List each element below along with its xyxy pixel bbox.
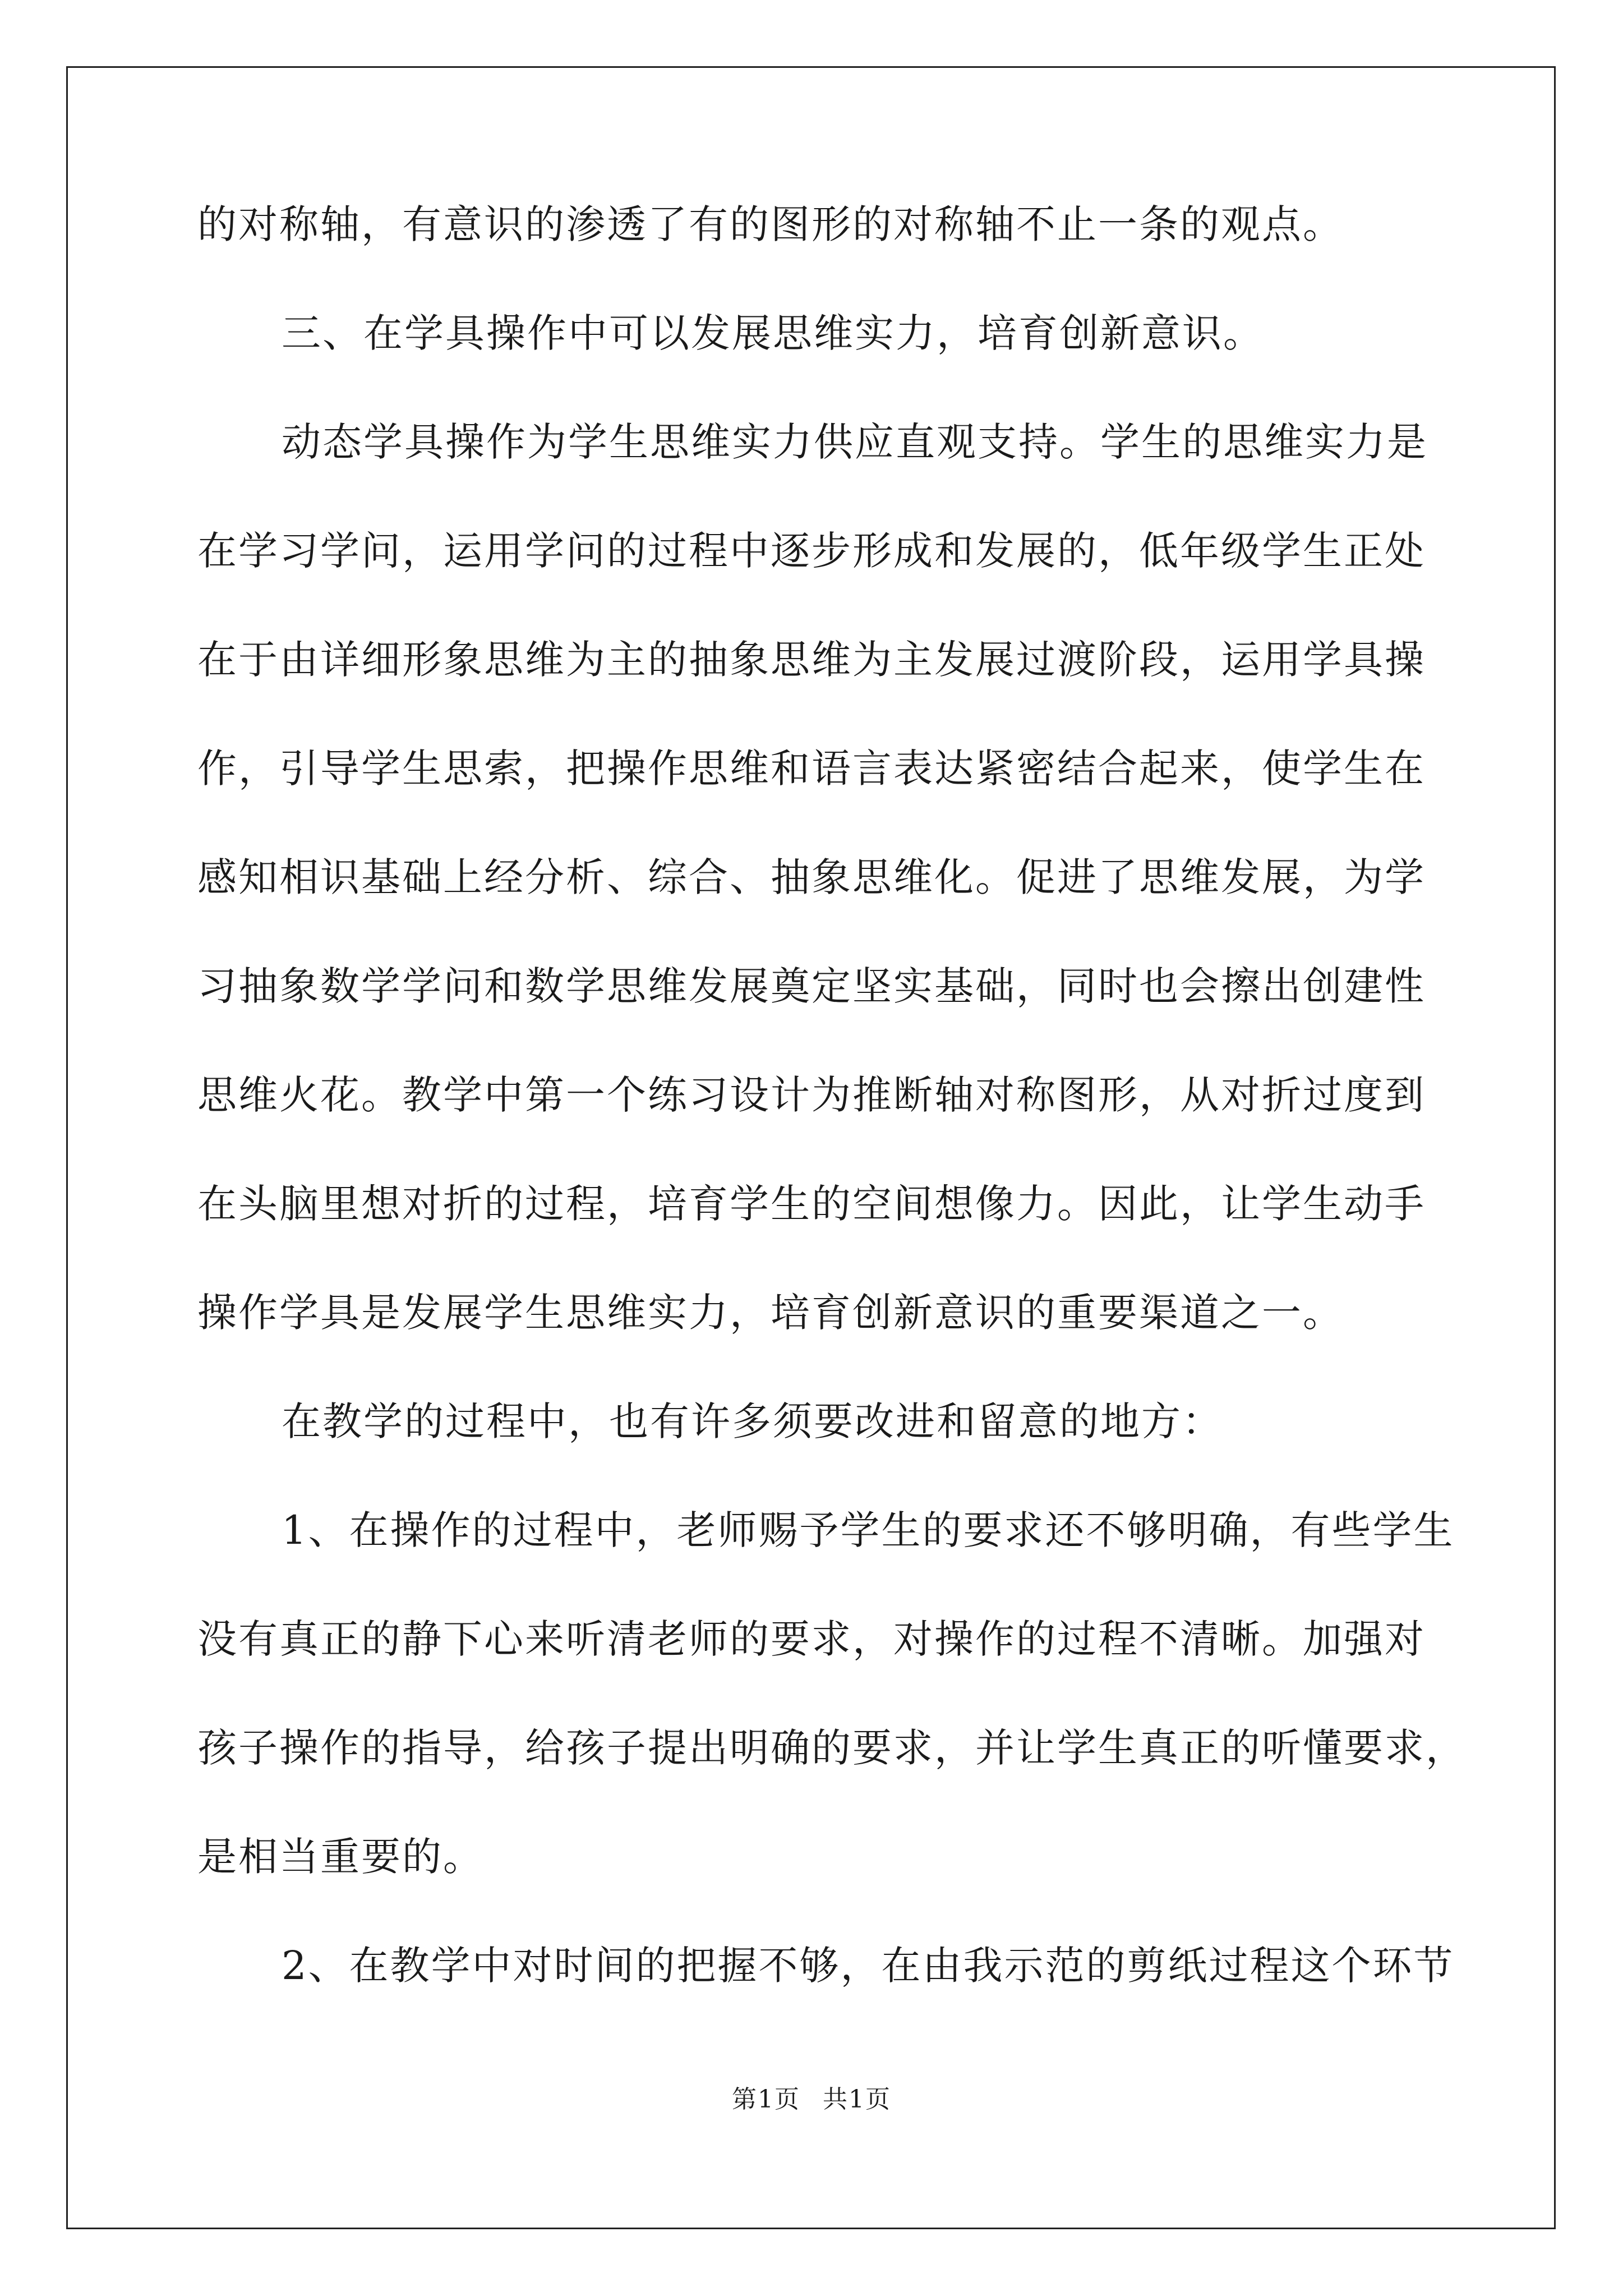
text-line: 作，引导学生思索，把操作思维和语言表达紧密结合起来，使学生在 [197,746,1426,792]
text-line: 在于由详细形象思维为主的抽象思维为主发展过渡阶段，运用学具操 [197,637,1426,683]
text-line: 的对称轴，有意识的渗透了有的图形的对称轴不止一条的观点。 [197,201,1344,247]
page-total: 共1页 [823,2085,891,2114]
text-line: 在学习学问，运用学问的过程中逐步形成和发展的，低年级学生正处 [197,528,1426,574]
text-line: 思维火花。教学中第一个练习设计为推断轴对称图形，从对折过度到 [197,1072,1426,1118]
page-number: 第1页 [732,2085,800,2114]
text-line: 是相当重要的。 [197,1834,484,1880]
section-heading: 三、在学具操作中可以发展思维实力，培育创新意识。 [282,310,1264,356]
text-line: 没有真正的静下心来听清老师的要求，对操作的过程不清晰。加强对 [197,1616,1426,1662]
text-line: 1、在操作的过程中，老师赐予学生的要求还不够明确，有些学生 [282,1507,1455,1553]
page-footer [0,2084,1623,2115]
text-line: 感知相识基础上经分析、综合、抽象思维化。促进了思维发展，为学 [197,854,1426,900]
page-border [66,66,1556,2229]
text-line: 动态学具操作为学生思维实力供应直观支持。学生的思维实力是 [282,419,1428,465]
text-line: 在教学的过程中，也有许多须要改进和留意的地方： [282,1398,1223,1444]
text-line: 孩子操作的指导，给孩子提出明确的要求，并让学生真正的听懂要求， [197,1725,1467,1771]
text-line: 在头脑里想对折的过程，培育学生的空间想像力。因此，让学生动手 [197,1181,1426,1227]
text-line: 习抽象数学学问和数学思维发展奠定坚实基础，同时也会擦出创建性 [197,963,1426,1009]
text-line: 操作学具是发展学生思维实力，培育创新意识的重要渠道之一。 [197,1290,1344,1336]
text-line: 2、在教学中对时间的把握不够，在由我示范的剪纸过程这个环节 [282,1943,1455,1989]
